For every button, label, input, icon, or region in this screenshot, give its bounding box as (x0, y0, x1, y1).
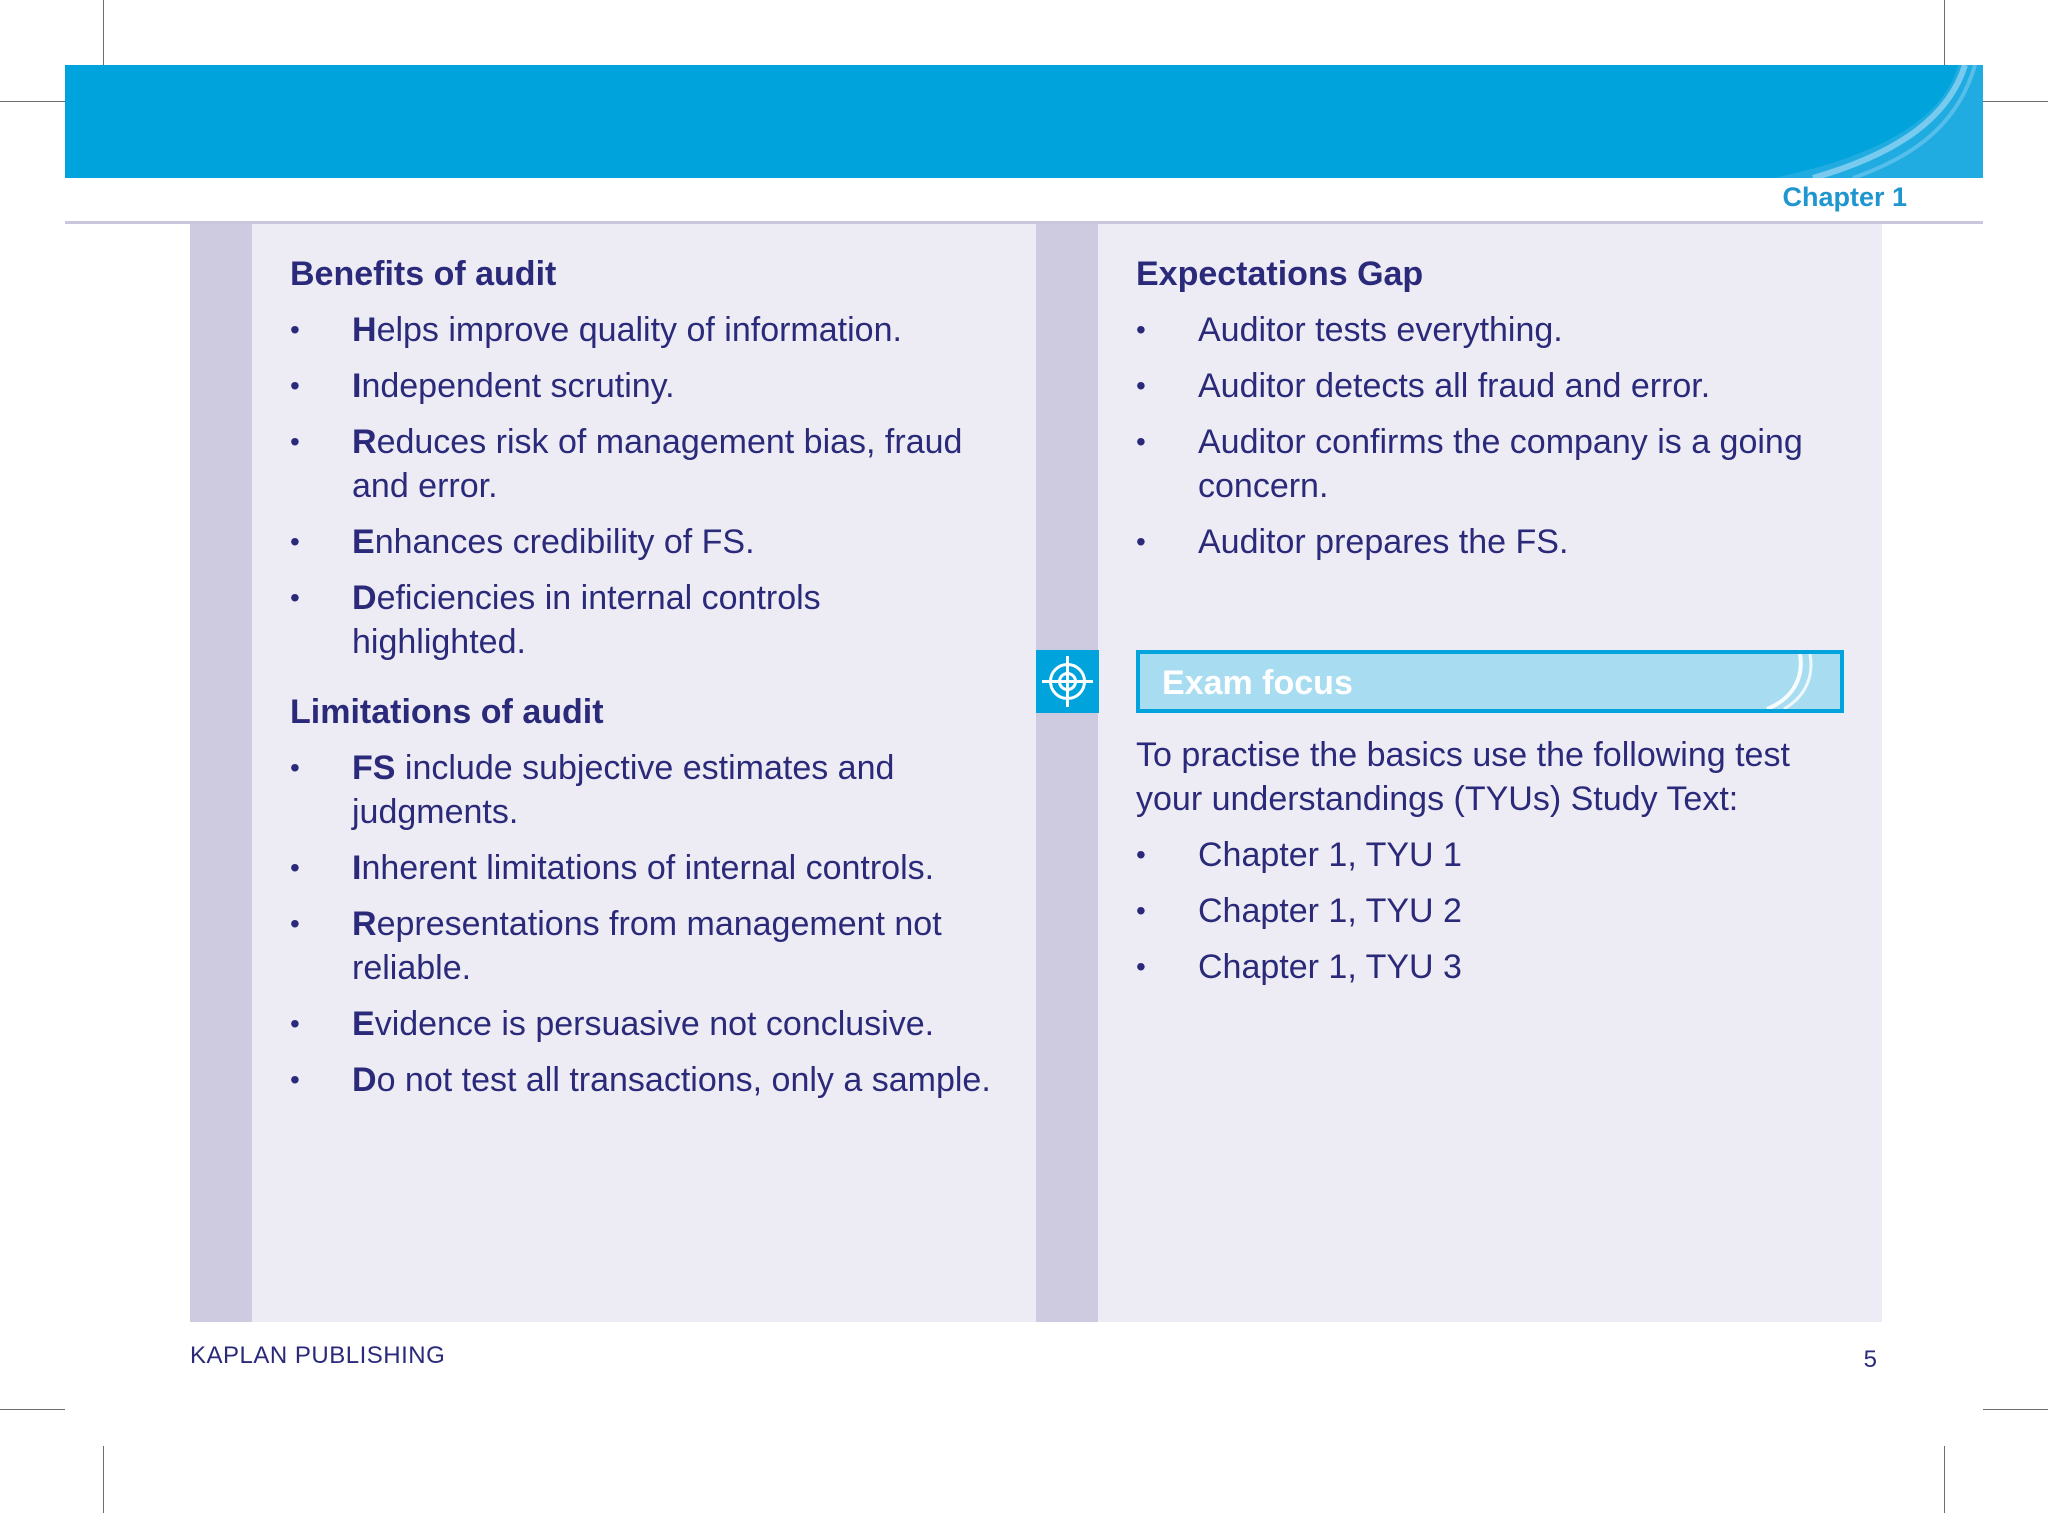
bullet-icon: • (290, 752, 300, 783)
acronym-letter: E (352, 1005, 375, 1043)
item-text: include subjective estimates and judgments. (352, 749, 895, 831)
list-item (290, 520, 998, 564)
crop-mark (1944, 1446, 1945, 1513)
bullet-icon: • (1136, 426, 1146, 457)
crop-mark (1983, 1409, 2048, 1410)
bullet-icon: • (290, 852, 300, 883)
bullet-icon: • (1136, 370, 1146, 401)
expectations-list (1136, 308, 1844, 564)
list-item (290, 364, 998, 408)
benefits-list (290, 308, 998, 664)
acronym-letter: R (352, 905, 377, 943)
list-item (290, 308, 998, 352)
bullet-icon: • (1136, 839, 1146, 870)
bullet-icon: • (290, 582, 300, 613)
list-item (290, 1058, 998, 1102)
bullet-icon: • (290, 1008, 300, 1039)
bullet-icon: • (1136, 526, 1146, 557)
page-number: 5 (1863, 1346, 1877, 1373)
list-item (290, 420, 998, 508)
panel-strip (190, 224, 252, 1322)
acronym-letter: FS (352, 749, 396, 787)
item-text: ndependent scrutiny. (361, 367, 675, 405)
limitations-title: Limitations of audit (290, 693, 604, 731)
item-text: nhances credibility of FS. (374, 523, 755, 561)
bullet-icon: • (290, 1064, 300, 1095)
expectations-title: Expectations Gap (1136, 255, 1424, 293)
crop-mark (0, 1409, 65, 1410)
item-text: o not test all transactions, only a sample. (376, 1061, 991, 1099)
benefits-title: Benefits of audit (290, 255, 557, 293)
acronym-letter: R (352, 423, 377, 461)
chapter-label: Chapter 1 (1782, 182, 1907, 212)
item-text: educes risk of management bias, fraud and error. (352, 423, 963, 505)
item-text: eficiencies in internal controls highlighted. (352, 579, 821, 661)
left-panel (190, 224, 1036, 1322)
panel-strip (1036, 224, 1098, 1322)
swoosh-decoration (1743, 65, 1983, 178)
acronym-letter: I (352, 849, 362, 887)
item-text: Auditor detects all fraud and error. (1198, 367, 1711, 405)
list-item (1136, 520, 1844, 564)
list-item (1136, 833, 1856, 877)
item-text: Auditor confirms the company is a going concern. (1198, 423, 1803, 505)
limitations-section (290, 690, 998, 1102)
crosshair-target-icon (1036, 650, 1099, 713)
crop-mark (0, 101, 65, 102)
list-item (290, 902, 998, 990)
exam-focus-intro: To practise the basics use the following test your understandings (TYUs) Study Text: (1136, 736, 1790, 818)
acronym-letter: D (352, 579, 377, 617)
crop-mark (1983, 101, 2048, 102)
bullet-icon: • (290, 526, 300, 557)
item-text: Auditor prepares the FS. (1198, 523, 1569, 561)
item-text: epresentations from management not reliable. (352, 905, 942, 987)
exam-focus-label: Exam focus (1162, 664, 1353, 702)
bullet-icon: • (290, 314, 300, 345)
acronym-letter: D (352, 1061, 377, 1099)
list-item (290, 746, 998, 834)
item-text: Chapter 1, TYU 3 (1198, 948, 1462, 986)
expectations-section (1136, 252, 1844, 564)
crop-mark (1944, 0, 1945, 65)
acronym-letter: I (352, 367, 362, 405)
list-item (1136, 308, 1844, 352)
list-item (1136, 945, 1856, 989)
item-text: elps improve quality of information. (376, 311, 902, 349)
acronym-letter: E (352, 523, 375, 561)
item-text: nherent limitations of internal controls. (361, 849, 935, 887)
list-item (1136, 364, 1844, 408)
bullet-icon: • (290, 370, 300, 401)
exam-focus-list (1136, 833, 1856, 989)
list-item (290, 576, 998, 664)
list-item (1136, 420, 1844, 508)
footer-publisher: KAPLAN PUBLISHING (190, 1342, 446, 1369)
benefits-section (290, 252, 998, 664)
bullet-icon: • (290, 426, 300, 457)
limitations-list (290, 746, 998, 1102)
bullet-icon: • (290, 908, 300, 939)
list-item (1136, 889, 1856, 933)
bullet-icon: • (1136, 314, 1146, 345)
exam-focus-content (1136, 733, 1856, 989)
item-text: Chapter 1, TYU 1 (1198, 836, 1462, 874)
bullet-icon: • (1136, 895, 1146, 926)
acronym-letter: H (352, 311, 377, 349)
crop-mark (103, 0, 104, 65)
crop-mark (103, 1446, 104, 1513)
exam-focus-banner (1136, 650, 1844, 713)
bullet-icon: • (1136, 951, 1146, 982)
list-item (290, 1002, 998, 1046)
item-text: Chapter 1, TYU 2 (1198, 892, 1462, 930)
item-text: Auditor tests everything. (1198, 311, 1563, 349)
item-text: vidence is persuasive not conclusive. (374, 1005, 935, 1043)
header-band (65, 65, 1983, 178)
list-item (290, 846, 998, 890)
swirl-decoration (1762, 654, 1822, 709)
